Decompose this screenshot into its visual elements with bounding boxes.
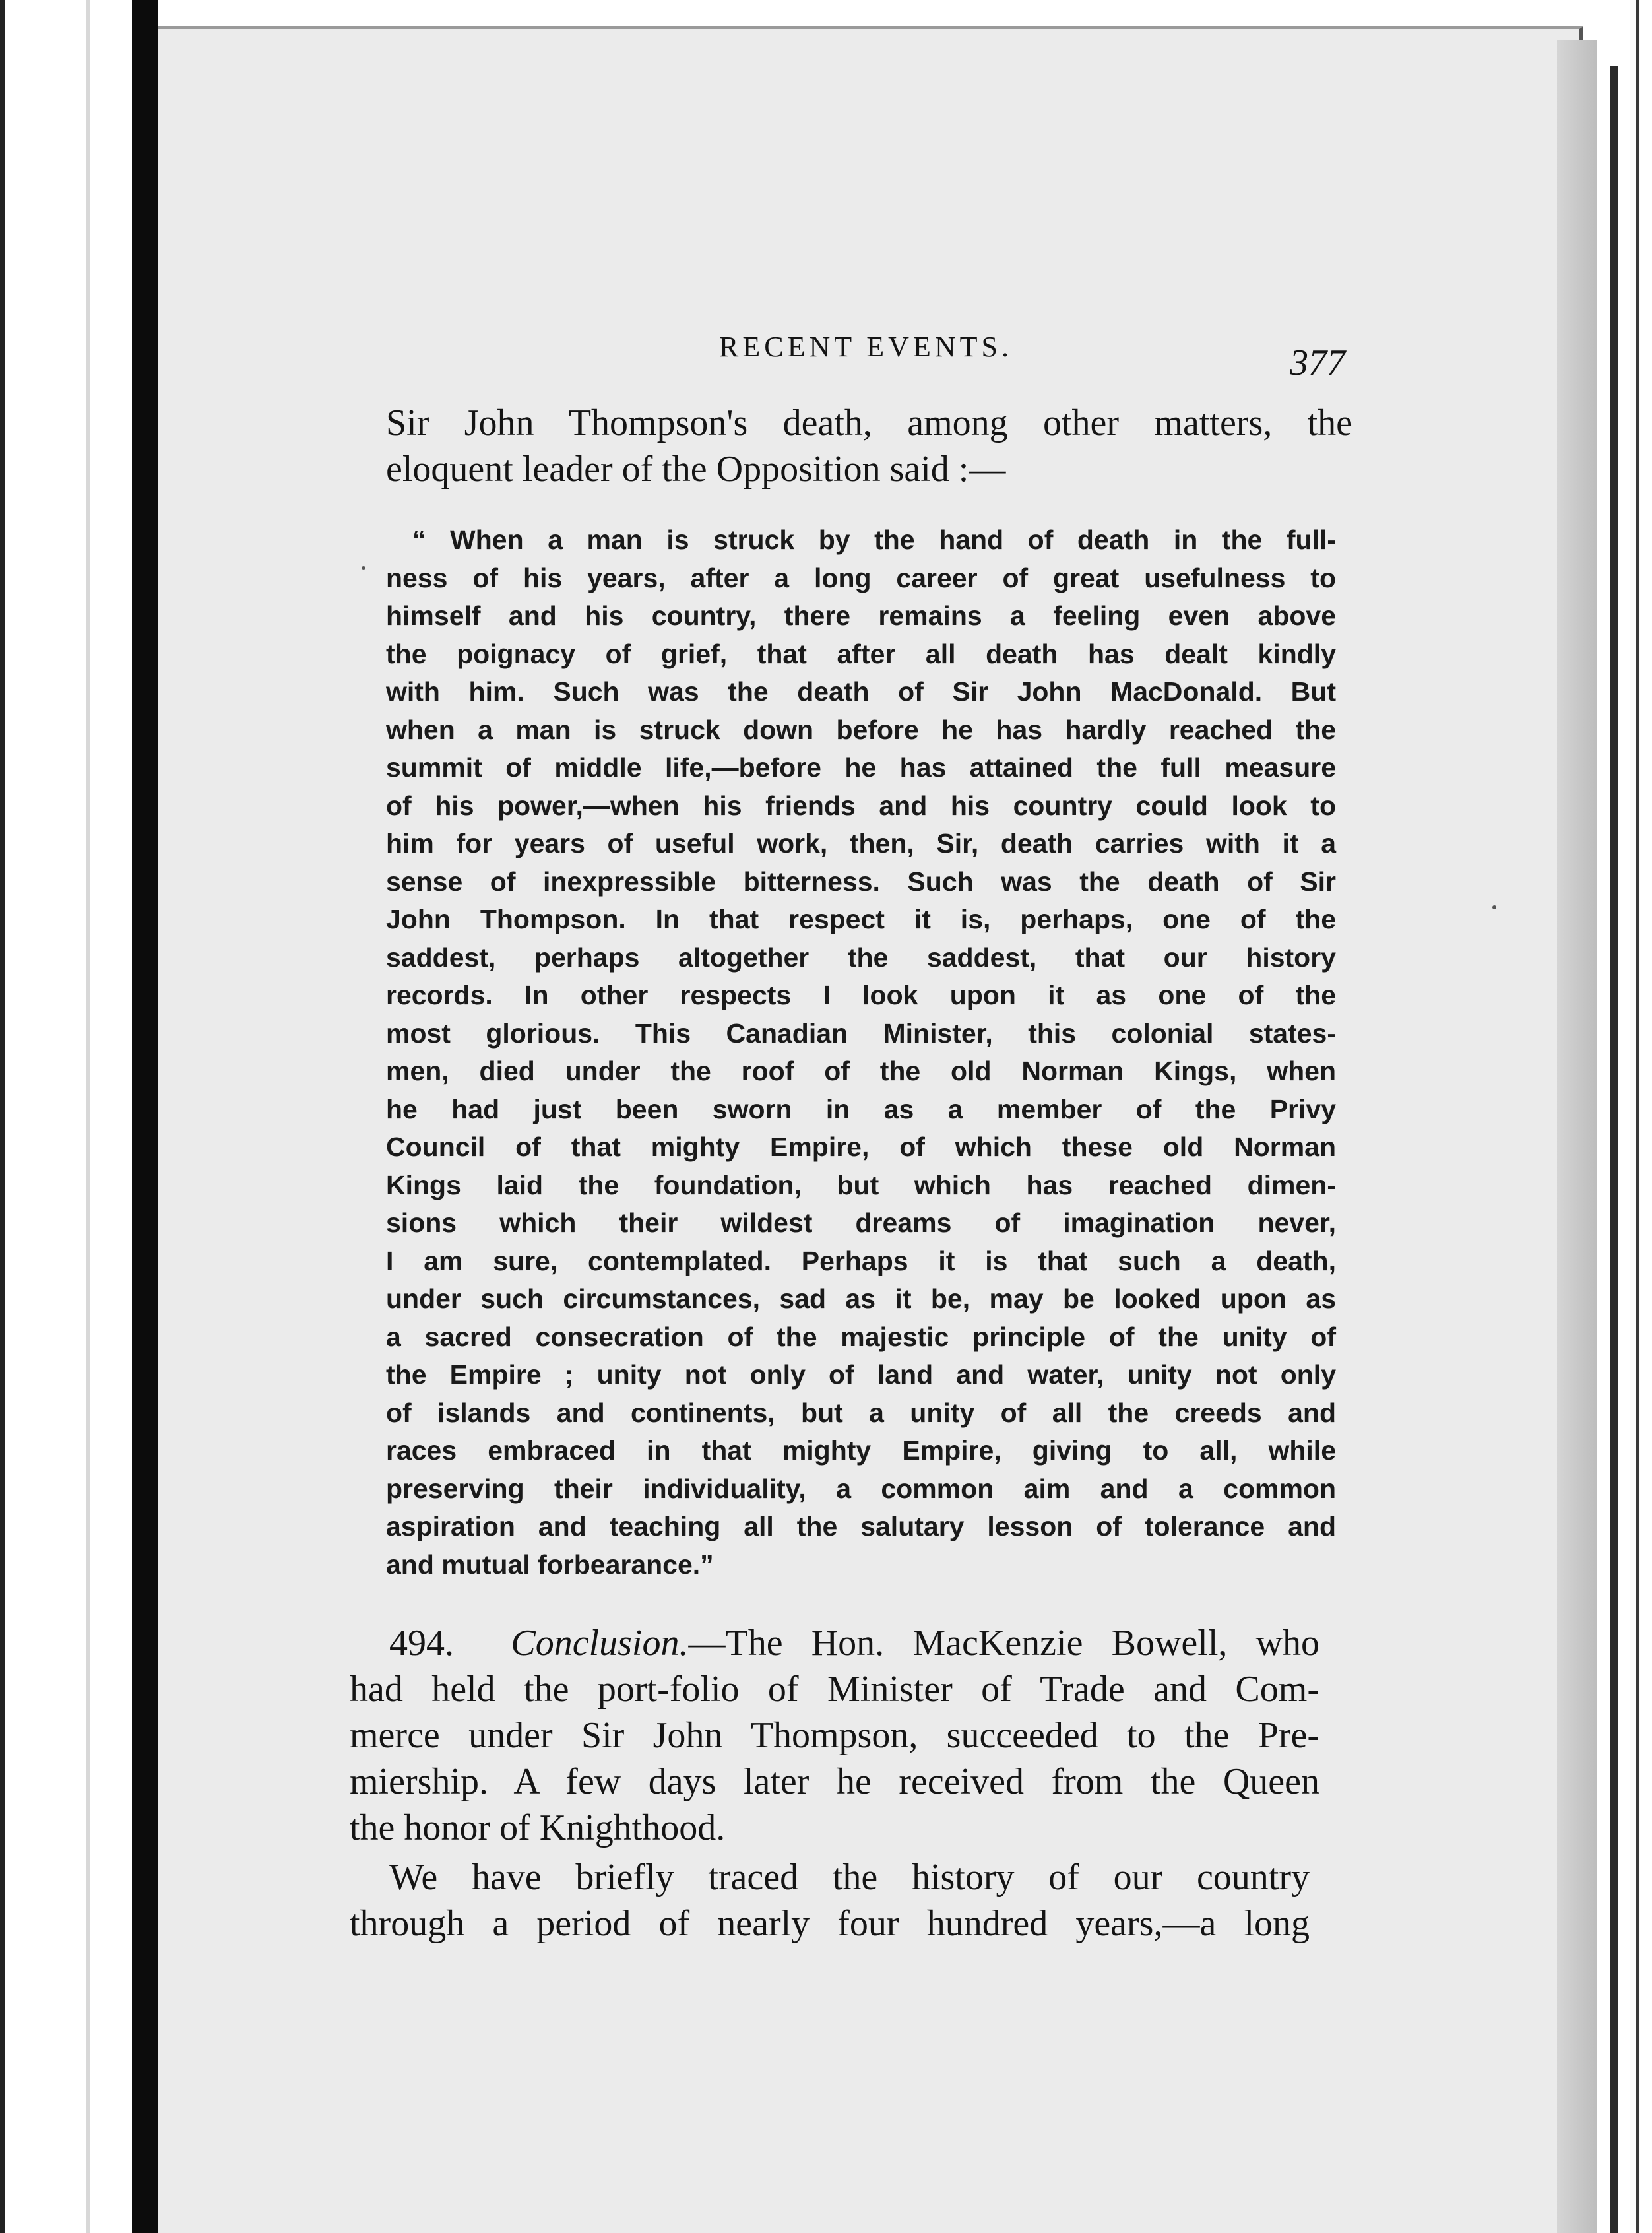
scan-right-bar	[1610, 66, 1618, 2233]
section-line-text: —The Hon. MacKenzie Bowell, who	[688, 1623, 1320, 1664]
quote-line: of his power,—when his friends and his country could look to	[386, 790, 1336, 821]
quote-line: preserving their individuality, a common aim and a common	[386, 1473, 1336, 1504]
quote-line: with him. Such was the death of Sir John MacDonald. But	[386, 676, 1336, 707]
quote-line: records. In other respects I look upon it as one of the	[386, 980, 1336, 1010]
quote-line: under such circumstances, sad as it be, may be looked upon as	[386, 1283, 1336, 1314]
facing-page-edge	[0, 0, 5, 2233]
running-head: RECENT EVENTS.	[719, 331, 1013, 363]
scan-speck	[362, 566, 365, 570]
quote-line: he had just been sworn in as a member of the Privy	[386, 1093, 1336, 1124]
quote-line: ness of his years, after a long career of great usefulness to	[386, 562, 1336, 593]
section-494	[350, 1620, 1319, 1851]
quote-line: sense of inexpressible bitterness. Such was the death of Sir	[386, 866, 1336, 897]
block-quote	[386, 521, 1336, 1584]
quote-line: races embraced in that mighty Empire, giving to all, while	[386, 1435, 1336, 1466]
quote-line: him for years of useful work, then, Sir, death carries with it a	[386, 828, 1336, 858]
book-gutter	[132, 0, 158, 2233]
text-line: had held the port-folio of Minister of Trade and Com-	[350, 1669, 1319, 1710]
quote-line: John Thompson. In that respect it is, perhaps, one of the	[386, 904, 1336, 934]
quote-line: aspiration and teaching all the salutary lesson of tolerance and	[386, 1511, 1336, 1541]
facing-page	[0, 0, 132, 2233]
quote-line: sions which their wildest dreams of imagination never,	[386, 1208, 1336, 1238]
text-line: through a period of nearly four hundred years,—a long	[350, 1903, 1310, 1944]
quote-line: and mutual forbearance.”	[386, 1549, 714, 1580]
scan-speck	[1492, 905, 1496, 909]
page-number: 377	[1290, 342, 1345, 383]
quote-line: “ When a man is struck by the hand of death in the full-	[412, 525, 1336, 555]
quote-line: himself and his country, there remains a feeling even above	[386, 600, 1336, 631]
scan-right-border	[1597, 0, 1652, 2233]
text-line	[350, 1620, 1319, 1666]
intro-paragraph	[386, 400, 1352, 492]
section-title: Conclusion.	[511, 1623, 689, 1664]
section-number: 494.	[389, 1623, 454, 1664]
quote-line: I am sure, contemplated. Perhaps it is that such a death,	[386, 1245, 1336, 1276]
text-line: miership. A few days later he received from the Queen	[350, 1761, 1319, 1802]
quote-line: the Empire ; unity not only of land and water, unity not only	[386, 1359, 1336, 1390]
quote-line: men, died under the roof of the old Norman Kings, when	[386, 1056, 1336, 1086]
page-edge-shadow	[1557, 40, 1597, 2233]
text-line: merce under Sir John Thompson, succeeded to the Pre-	[350, 1715, 1319, 1756]
facing-page-margin-line	[86, 0, 90, 2233]
scan-right-line	[1636, 0, 1639, 2233]
quote-line: summit of middle life,—before he has attained the full measure	[386, 752, 1336, 783]
quote-line: Council of that mighty Empire, of which these old Norman	[386, 1132, 1336, 1162]
quote-line: the poignacy of grief, that after all death has dealt kindly	[386, 638, 1336, 669]
closing-paragraph	[350, 1854, 1310, 1947]
quote-line: when a man is struck down before he has hardly reached the	[386, 714, 1336, 745]
text-line: the honor of Knighthood.	[350, 1807, 726, 1848]
quote-line: saddest, perhaps altogether the saddest, that our history	[386, 942, 1336, 973]
quote-line: Kings laid the foundation, but which has reached dimen-	[386, 1169, 1336, 1200]
quote-line: most glorious. This Canadian Minister, this colonial states-	[386, 1018, 1336, 1049]
text-line: eloquent leader of the Opposition said :—	[386, 449, 1006, 490]
quote-line: a sacred consecration of the majestic principle of the unity of	[386, 1321, 1336, 1352]
quote-line: of islands and continents, but a unity of all the creeds and	[386, 1397, 1336, 1428]
text-line: We have briefly traced the history of our country	[389, 1857, 1310, 1898]
text-line: Sir John Thompson's death, among other matters, the	[386, 403, 1352, 443]
